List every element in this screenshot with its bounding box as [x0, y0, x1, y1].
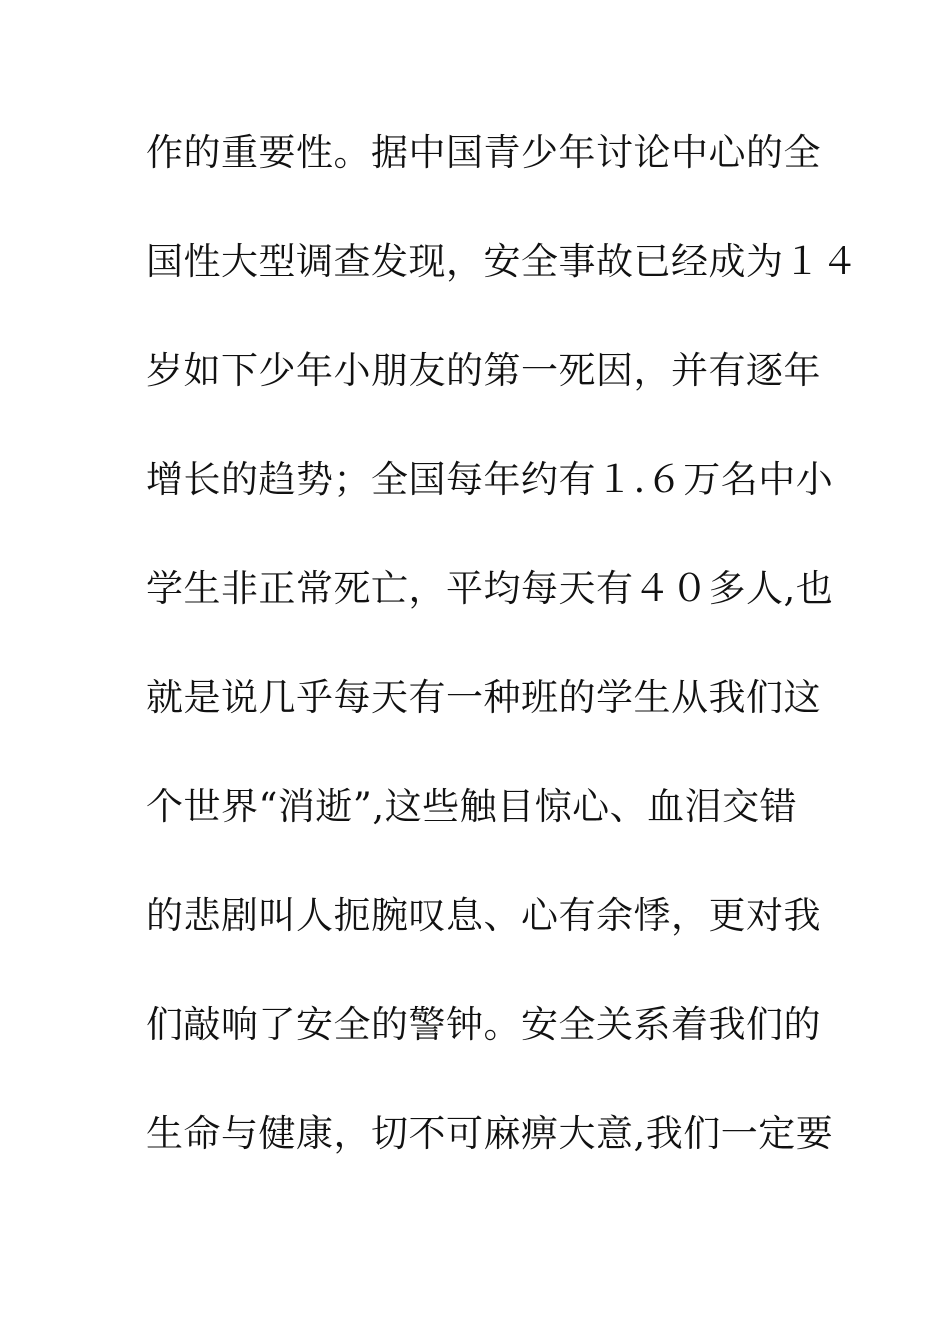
text-line: 增长的趋势；全国每年约有１.６万名中小	[146, 458, 834, 501]
text-line: 个世界“消逝”,这些触目惊心、血泪交错	[146, 785, 798, 828]
text-line: 的悲剧叫人扼腕叹息、心有余悸，更对我	[146, 894, 821, 937]
text-line: 生命与健康，切不可麻痹大意,我们一定要	[146, 1112, 834, 1155]
text-line: 就是说几乎每天有一种班的学生从我们这	[146, 676, 821, 719]
text-line: 国性大型调查发现，安全事故已经成为１４	[146, 240, 859, 283]
text-line: 学生非正常死亡，平均每天有４０多人,也	[146, 567, 834, 610]
body-text	[146, 126, 859, 1216]
text-line: 们敲响了安全的警钟。安全关系着我们的	[146, 1003, 821, 1046]
text-line: 岁如下少年小朋友的第一死因，并有逐年	[146, 349, 821, 392]
text-line: 作的重要性。据中国青少年讨论中心的全	[146, 131, 821, 174]
